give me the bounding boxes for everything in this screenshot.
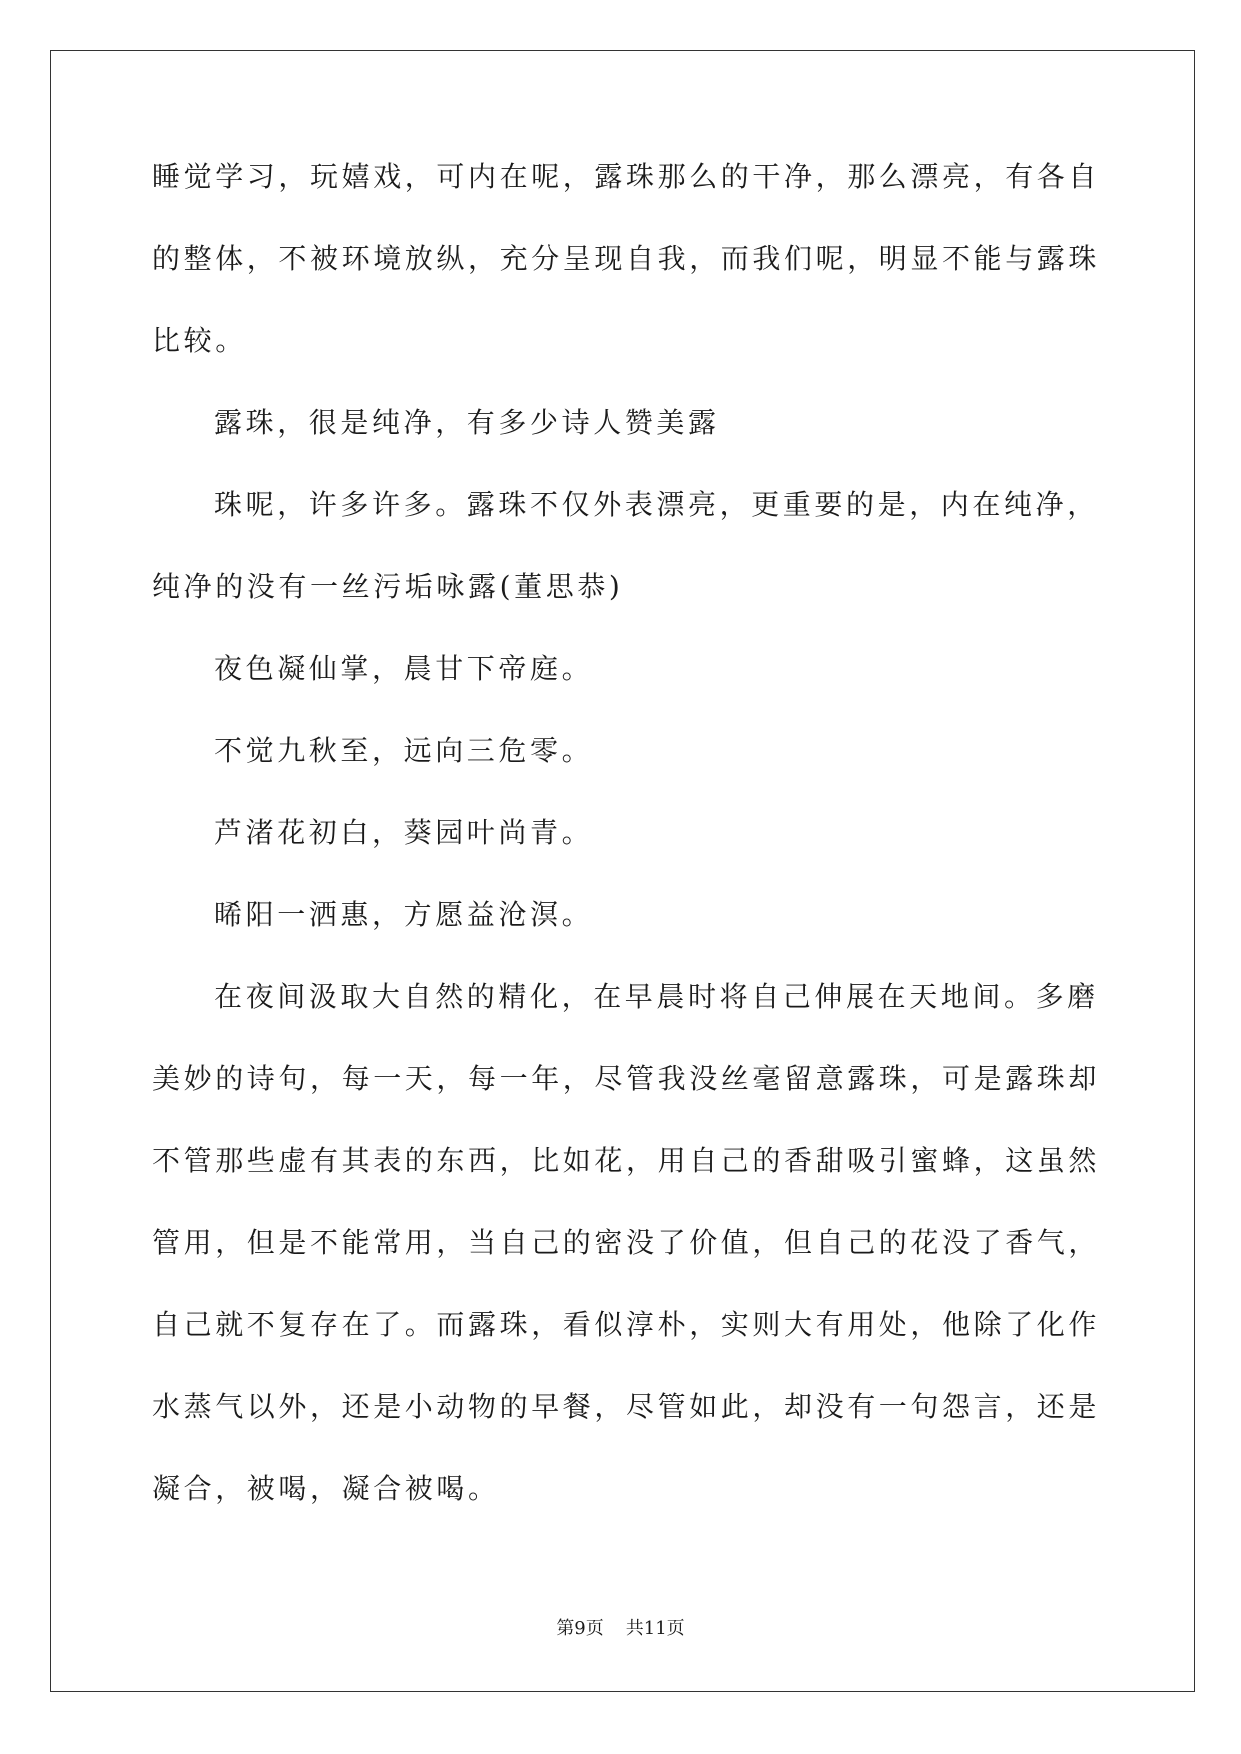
text-line: 美妙的诗句，每一天，每一年，尽管我没丝毫留意露珠，可是露珠却 xyxy=(152,1062,1101,1095)
text-line: 管用，但是不能常用，当自己的密没了价值，但自己的花没了香气， xyxy=(152,1226,1101,1259)
text-line: 在夜间汲取大自然的精化，在早晨时将自己伸展在天地间。多磨 xyxy=(214,980,1099,1013)
document-body xyxy=(152,160,1101,1556)
text-line: 不管那些虚有其表的东西，比如花，用自己的香甜吸引蜜蜂，这虽然 xyxy=(152,1144,1101,1177)
text-line: 露珠，很是纯净，有多少诗人赞美露 xyxy=(214,406,720,439)
text-line: 芦渚花初白，葵园叶尚青。 xyxy=(214,816,594,849)
text-line: 的整体，不被环境放纵，充分呈现自我，而我们呢，明显不能与露珠 xyxy=(152,242,1101,275)
page-number-current: 第9页 xyxy=(556,1618,604,1639)
text-line: 自己就不复存在了。而露珠，看似淳朴，实则大有用处，他除了化作 xyxy=(152,1308,1101,1341)
text-line: 晞阳一洒惠，方愿益沧溟。 xyxy=(214,898,594,931)
text-line: 夜色凝仙掌，晨甘下帝庭。 xyxy=(214,652,594,685)
text-line: 珠呢，许多许多。露珠不仅外表漂亮，更重要的是，内在纯净， xyxy=(214,488,1099,521)
text-line: 比较。 xyxy=(152,324,247,357)
page-footer xyxy=(0,1618,1241,1640)
page-number-total: 共11页 xyxy=(625,1618,685,1639)
text-line: 水蒸气以外，还是小动物的早餐，尽管如此，却没有一句怨言，还是 xyxy=(152,1390,1101,1423)
text-line: 纯净的没有一丝污垢咏露(董思恭) xyxy=(152,570,624,603)
text-line: 凝合，被喝，凝合被喝。 xyxy=(152,1472,500,1505)
text-line: 睡觉学习，玩嬉戏，可内在呢，露珠那么的干净，那么漂亮，有各自 xyxy=(152,160,1101,193)
text-line: 不觉九秋至，远向三危零。 xyxy=(214,734,594,767)
